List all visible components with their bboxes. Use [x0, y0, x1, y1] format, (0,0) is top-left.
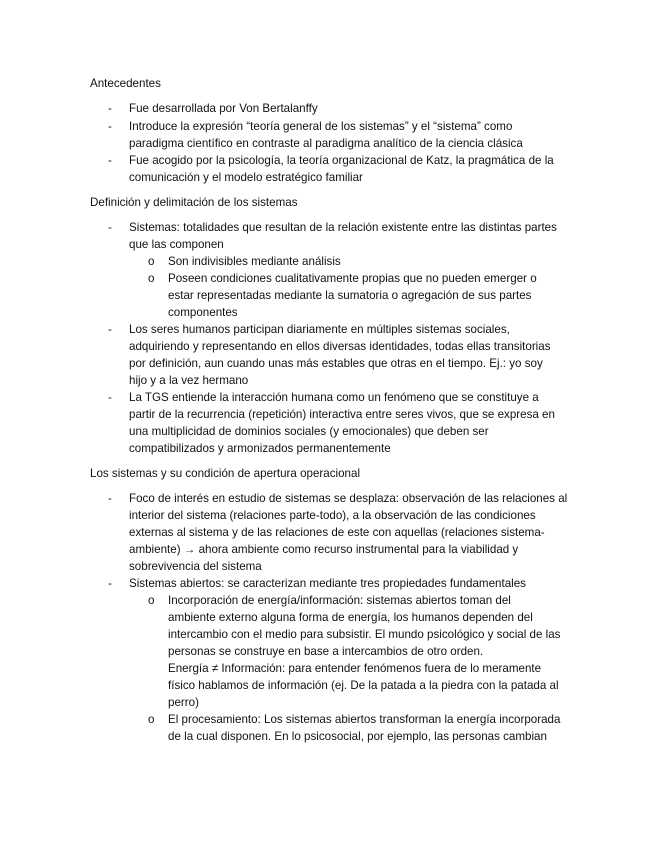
- list-item-line: interior del sistema (relaciones parte-todo), a la observación de las condiciones: [129, 509, 536, 522]
- list-item-line: sobrevivencia del sistema: [129, 560, 262, 573]
- sub-item-line: Energía ≠ Información: para entender fenómenos fuera de lo meramente: [168, 662, 542, 675]
- circle-bullet: o: [148, 255, 155, 268]
- dash-bullet: -: [108, 492, 112, 505]
- sub-item-line: Poseen condiciones cualitativamente propias que no pueden emerger o: [168, 272, 537, 285]
- sub-item-line: componentes: [168, 306, 238, 319]
- sub-item-line: Incorporación de energía/información: sistemas abiertos toman del: [168, 594, 511, 607]
- list-item-line: Introduce la expresión “teoría general de los sistemas” y el “sistema” como: [129, 120, 513, 133]
- dash-bullet: -: [108, 221, 112, 234]
- dash-bullet: -: [108, 323, 112, 336]
- list-item-line: partir de la recurrencia (repetición) interactiva entre seres vivos, que se expresa en: [129, 408, 555, 421]
- list-item-line: Fue desarrollada por Von Bertalanffy: [129, 102, 318, 115]
- sub-item-line: El procesamiento: Los sistemas abiertos transforman la energía incorporada: [168, 713, 561, 726]
- sub-item-line: de la cual disponen. En lo psicosocial, por ejemplo, las personas cambian: [168, 730, 547, 743]
- sub-item-line: Son indivisibles mediante análisis: [168, 255, 341, 268]
- list-item-line: ambiente) → ahora ambiente como recurso instrumental para la viabilidad y: [129, 543, 519, 556]
- list-item-line: por definición, aun cuando unas más estables que otras en el tiempo. Ej.: yo soy: [129, 357, 543, 370]
- list-item-line: comunicación y el modelo estratégico familiar: [129, 171, 363, 184]
- list-item-line: externas al sistema y de las relaciones de este con aquellas (relaciones sistema-: [129, 526, 545, 539]
- sub-item-line: personas se construye en base a intercambios de otro orden.: [168, 645, 484, 658]
- list-item-line: adquiriendo y representando en ellos diversas identidades, todas ellas transitorias: [129, 340, 551, 353]
- sub-item-line: intercambio con el medio para subsistir. El mundo psicológico y social de las: [168, 628, 561, 641]
- list-item-line: Foco de interés en estudio de sistemas se desplaza: observación de las relaciones al: [129, 492, 568, 505]
- list-item-line: Los seres humanos participan diariamente en múltiples sistemas sociales,: [129, 323, 510, 336]
- sub-item-line: estar representadas mediante la sumatoria o agregación de sus partes: [168, 289, 532, 302]
- section-heading-sistemas-apertura: Los sistemas y su condición de apertura operacional: [90, 467, 361, 480]
- list-item-line: hijo y a la vez hermano: [129, 374, 249, 387]
- sub-item-line: ambiente externo alguna forma de energía, los humanos dependen del: [168, 611, 533, 624]
- list-item-line: Fue acogido por la psicología, la teoría organizacional de Katz, la pragmática de la: [129, 154, 554, 167]
- list-item-line: paradigma científico en contraste al paradigma analítico de la ciencia clásica: [129, 137, 523, 150]
- circle-bullet: o: [148, 594, 155, 607]
- section-heading-antecedentes: Antecedentes: [90, 77, 161, 90]
- sub-item-line: perro): [168, 696, 199, 709]
- dash-bullet: -: [108, 154, 112, 167]
- section-heading-definicion: Definición y delimitación de los sistemas: [90, 196, 298, 209]
- list-item-line: compatibilizados y armonizados permanentemente: [129, 442, 391, 455]
- list-item-line: Sistemas: totalidades que resultan de la relación existente entre las distintas partes: [129, 221, 557, 234]
- dash-bullet: -: [108, 577, 112, 590]
- dash-bullet: -: [108, 120, 112, 133]
- dash-bullet: -: [108, 102, 112, 115]
- list-item-line: La TGS entiende la interacción humana como un fenómeno que se constituye a: [129, 391, 539, 404]
- list-item-line: que las componen: [129, 238, 224, 251]
- sub-item-line: físico hablamos de información (ej. De la patada a la piedra con la patada al: [168, 679, 559, 692]
- circle-bullet: o: [148, 713, 155, 726]
- list-item-line: Sistemas abiertos: se caracterizan mediante tres propiedades fundamentales: [129, 577, 526, 590]
- circle-bullet: o: [148, 272, 155, 285]
- dash-bullet: -: [108, 391, 112, 404]
- list-item-line: una multiplicidad de dominios sociales (y emocionales) que deben ser: [129, 425, 489, 438]
